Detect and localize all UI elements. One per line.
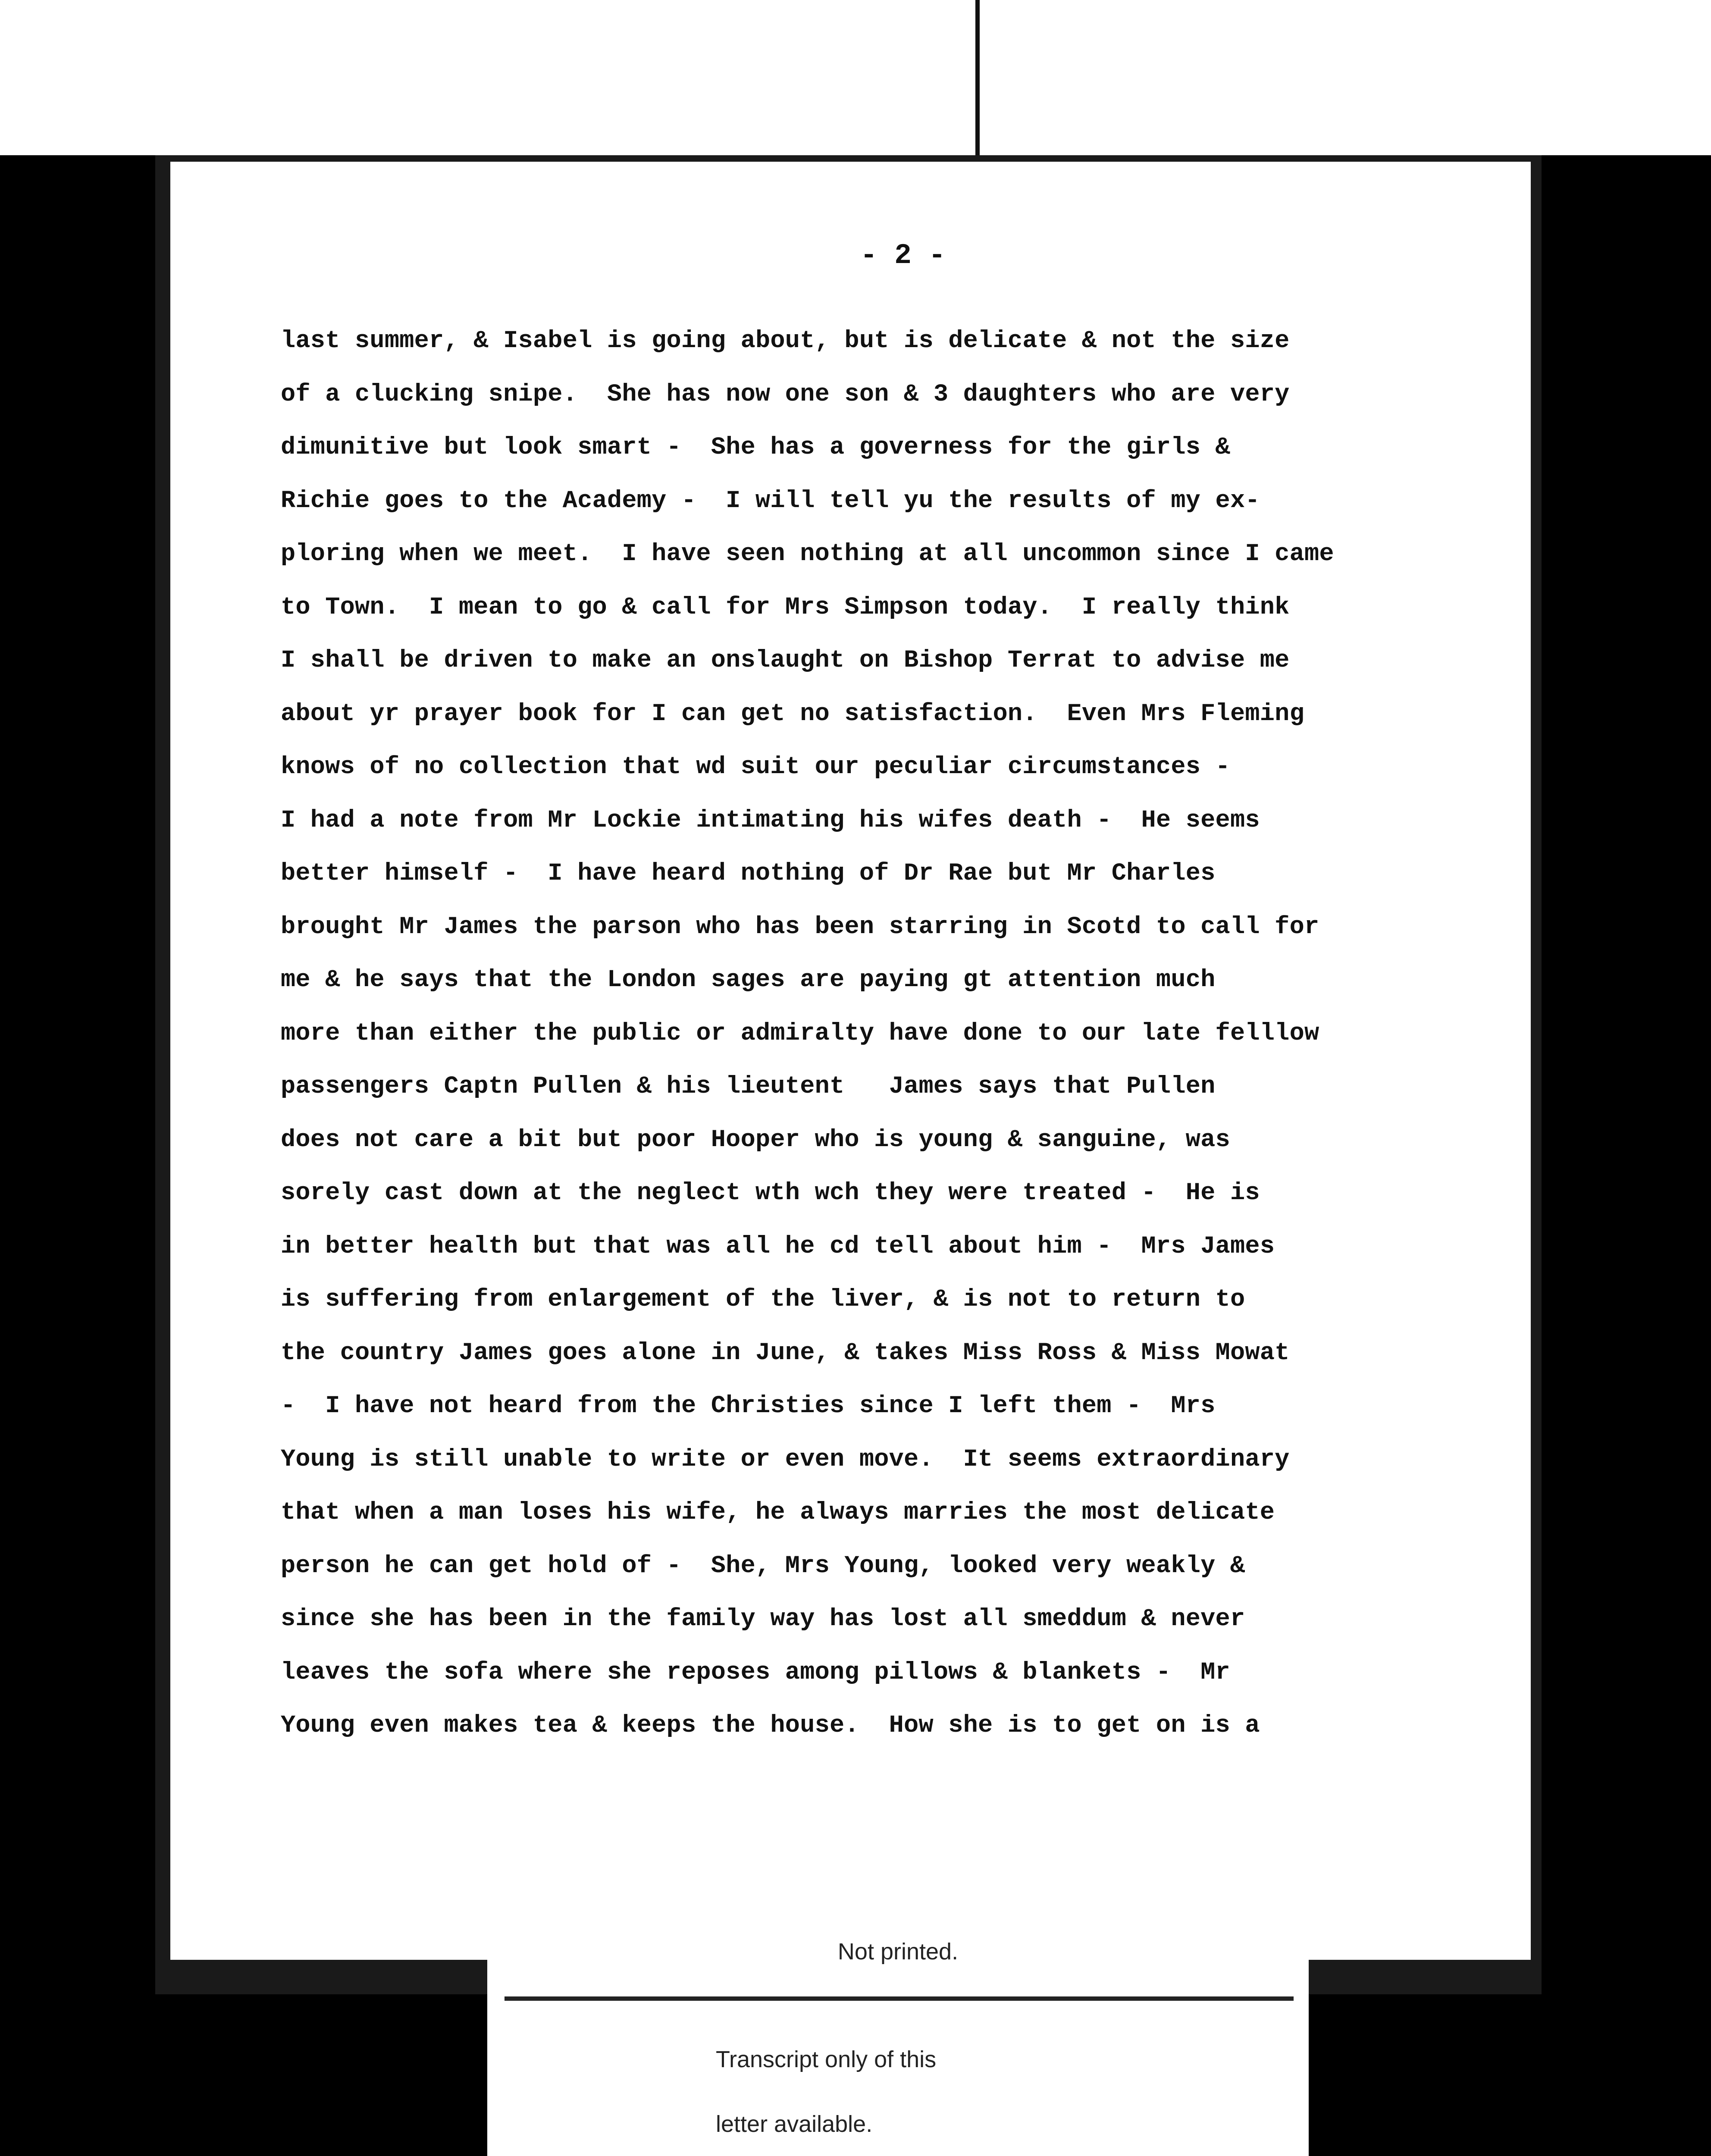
letter-line-21: - I have not heard from the Christies since I left them - Mrs	[281, 1392, 1216, 1420]
letter-line-1: last summer, & Isabel is going about, but is delicate & not the size	[281, 327, 1290, 355]
letter-line-8: about yr prayer book for I can get no satisfaction. Even Mrs Fleming	[281, 700, 1304, 728]
letter-line-7: I shall be driven to make an onslaught on Bishop Terrat to advise me	[281, 647, 1290, 674]
top-margin	[0, 0, 1711, 155]
letter-line-3: dimunitive but look smart - She has a governess for the girls &	[281, 434, 1230, 461]
letter-line-22: Young is still unable to write or even move. It seems extraordinary	[281, 1445, 1290, 1473]
notice-title: Not printed.	[837, 1939, 959, 1965]
notice-divider	[505, 1996, 1294, 2001]
letter-page	[170, 162, 1531, 1960]
letter-line-12: brought Mr James the parson who has been starring in Scotd to call for	[281, 913, 1319, 941]
letter-line-11: better himself - I have heard nothing of Dr Rae but Mr Charles	[281, 860, 1216, 887]
letter-line-4: Richie goes to the Academy - I will tell yu the results of my ex-	[281, 487, 1260, 515]
letter-line-23: that when a man loses his wife, he always marries the most delicate	[281, 1499, 1275, 1526]
letter-line-13: me & he says that the London sages are paying gt attention much	[281, 966, 1216, 994]
top-divider-rule	[975, 0, 980, 160]
letter-line-17: sorely cast down at the neglect wth wch they were treated - He is	[281, 1179, 1260, 1207]
letter-line-10: I had a note from Mr Lockie intimating his wifes death - He seems	[281, 806, 1260, 834]
letter-line-18: in better health but that was all he cd tell about him - Mrs James	[281, 1232, 1275, 1260]
notice-line-1: Transcript only of this	[716, 2046, 937, 2072]
letter-line-2: of a clucking snipe. She has now one son & 3 daughters who are very	[281, 380, 1290, 408]
letter-line-14: more than either the public or admiralty have done to our late felllow	[281, 1019, 1319, 1047]
letter-line-24: person he can get hold of - She, Mrs Young, looked very weakly &	[281, 1552, 1245, 1580]
letter-line-26: leaves the sofa where she reposes among pillows & blankets - Mr	[281, 1658, 1230, 1686]
archive-notice-card	[487, 1908, 1309, 2156]
letter-line-25: since she has been in the family way has lost all smeddum & never	[281, 1605, 1245, 1633]
letter-line-6: to Town. I mean to go & call for Mrs Simpson today. I really think	[281, 593, 1290, 621]
notice-line-2: letter available.	[716, 2111, 873, 2137]
letter-body	[281, 315, 1510, 1753]
letter-line-27: Young even makes tea & keeps the house. How she is to get on is a	[281, 1712, 1260, 1739]
letter-line-19: is suffering from enlargement of the liver, & is not to return to	[281, 1286, 1245, 1313]
letter-line-15: passengers Captn Pullen & his lieutent James says that Pullen	[281, 1073, 1216, 1100]
letter-line-20: the country James goes alone in June, & takes Miss Ross & Miss Mowat	[281, 1339, 1290, 1367]
letter-line-5: ploring when we meet. I have seen nothing at all uncommon since I came	[281, 540, 1334, 568]
letter-line-16: does not care a bit but poor Hooper who is young & sanguine, was	[281, 1126, 1230, 1154]
page-number: - 2 -	[860, 239, 946, 272]
letter-line-9: knows of no collection that wd suit our peculiar circumstances -	[281, 753, 1230, 781]
